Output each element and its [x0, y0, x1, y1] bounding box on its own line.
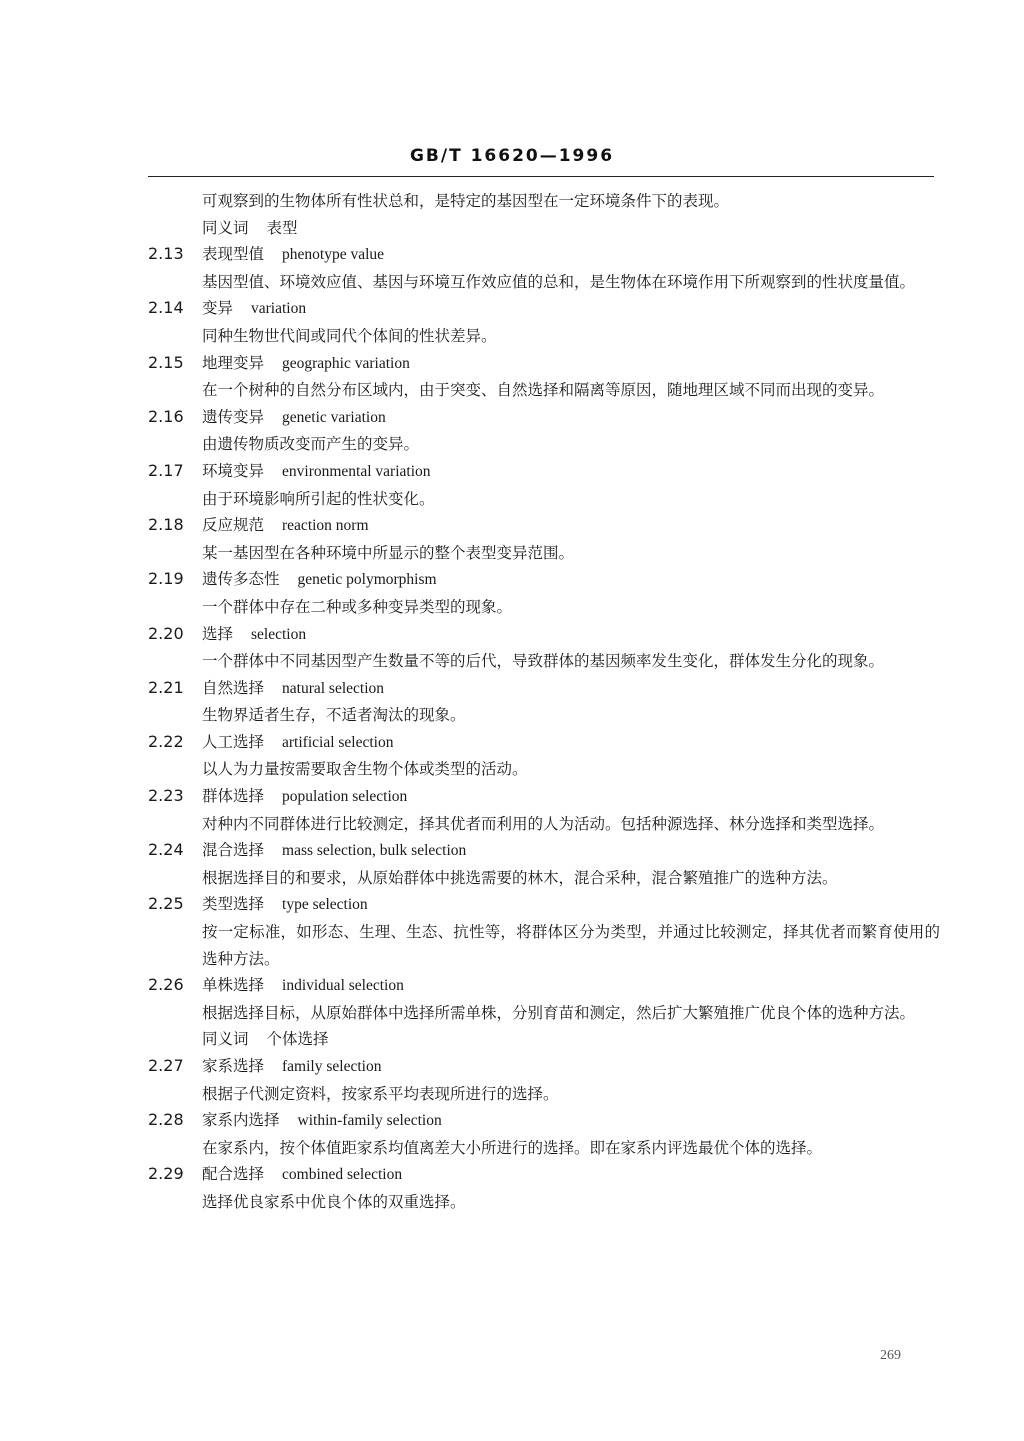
term-number: 2.29: [148, 1164, 184, 1184]
term-heading: [148, 972, 940, 1000]
term-number: 2.17: [148, 460, 184, 480]
term-number: 2.24: [148, 840, 184, 860]
term-english: variation: [251, 300, 307, 318]
term-chinese: 家系选择: [202, 1057, 265, 1075]
term-definition: 在家系内，按个体值距家系均值离差大小所进行的选择。即在家系内评选最优个体的选择。: [202, 1138, 823, 1157]
term-english: family selection: [282, 1058, 382, 1075]
term-heading: [148, 566, 940, 594]
term-chinese: 配合选择: [202, 1165, 265, 1184]
term-list: [148, 188, 940, 1216]
synonym-label: 同义词: [202, 218, 249, 237]
term-definition: 以人为力量按需要取舍生物个体或类型的活动。: [202, 760, 528, 779]
term-definition: 根据选择目标，从原始群体中选择所需单株，分别育苗和测定，然后扩大繁殖推广优良个体的选种方法。: [202, 1003, 916, 1022]
synonym-label: 同义词: [202, 1030, 249, 1049]
term-number: 2.16: [148, 406, 184, 426]
term-definition: 一个群体中存在二种或多种变异类型的现象。: [202, 597, 513, 616]
term-definition: 由遗传物质改变而产生的变异。: [202, 435, 420, 454]
term-english: mass selection, bulk selection: [282, 842, 467, 860]
term-english: geographic variation: [282, 354, 410, 372]
term-number: 2.13: [148, 244, 184, 264]
term-chinese: 选择: [202, 624, 234, 643]
term-synonym: [148, 1026, 940, 1053]
term-number: 2.21: [148, 677, 184, 697]
term-chinese: 群体选择: [202, 787, 265, 806]
term-heading: [148, 1053, 940, 1081]
term-english: individual selection: [282, 977, 404, 995]
term-heading: [148, 241, 940, 269]
term-heading: [148, 837, 940, 865]
term-number: 2.18: [148, 515, 184, 535]
term-english: phenotype value: [282, 246, 385, 264]
page-number: 269: [880, 1348, 901, 1363]
term-number: 2.19: [148, 569, 184, 589]
term-definition: 对种内不同群体进行比较测定，择其优者而利用的人为活动。包括种源选择、林分选择和类型选择。: [202, 814, 885, 833]
continued-synonym: [148, 215, 940, 242]
term-english: type selection: [282, 896, 368, 914]
term-english: reaction norm: [282, 517, 369, 535]
term-definition: 一个群体中不同基因型产生数量不等的后代，导致群体的基因频率发生变化，群体发生分化的现象。: [202, 652, 885, 671]
term-english: environmental variation: [282, 462, 431, 480]
term-heading: [148, 675, 940, 703]
term-heading: [148, 404, 940, 432]
term-chinese: 遗传变异: [202, 407, 265, 426]
term-heading: [148, 512, 940, 540]
term-chinese: 混合选择: [202, 841, 265, 860]
term-definition: 生物界适者生存，不适者淘汰的现象。: [202, 706, 466, 725]
term-chinese: 单株选择: [202, 976, 265, 995]
term-english: artificial selection: [282, 733, 394, 751]
term-english: natural selection: [282, 679, 385, 697]
term-english: genetic variation: [282, 408, 386, 426]
term-heading: [148, 783, 940, 811]
term-chinese: 家系内选择: [202, 1111, 280, 1130]
term-number: 2.14: [148, 298, 184, 318]
term-english: selection: [251, 625, 307, 643]
term-heading: [148, 891, 940, 919]
header-rule: [148, 176, 934, 177]
term-chinese: 人工选择: [202, 732, 265, 751]
term-definition: 在一个树种的自然分布区域内，由于突变、自然选择和隔离等原因，随地理区域不同而出现的变异。: [202, 381, 885, 400]
term-chinese: 地理变异: [202, 353, 265, 372]
term-number: 2.23: [148, 786, 184, 806]
term-english: within-family selection: [297, 1112, 442, 1130]
synonym-value: 个体选择: [266, 1030, 329, 1049]
term-chinese: 自然选择: [202, 678, 265, 697]
term-number: 2.28: [148, 1110, 184, 1130]
term-number: 2.20: [148, 623, 184, 643]
term-english: genetic polymorphism: [297, 571, 437, 589]
term-chinese: 表现型值: [202, 245, 265, 264]
term-number: 2.27: [148, 1056, 184, 1075]
term-chinese: 类型选择: [202, 895, 265, 914]
term-heading: [148, 1161, 940, 1189]
term-definition: 基因型值、环境效应值、基因与环境互作效应值的总和，是生物体在环境作用下所观察到的性状度量值。: [202, 272, 916, 291]
term-number: 2.25: [148, 894, 184, 914]
term-definition: 按一定标准，如形态、生理、生态、抗性等，将群体区分为类型，并通过比较测定，择其优者而繁育使用的选种方法。: [202, 923, 940, 968]
term-chinese: 环境变异: [202, 461, 265, 480]
term-definition: 某一基因型在各种环境中所显示的整个表型变异范围。: [202, 543, 575, 562]
term-english: population selection: [282, 788, 408, 806]
term-heading: [148, 350, 940, 378]
term-definition: 由于环境影响所引起的性状变化。: [202, 489, 435, 508]
term-heading: [148, 621, 940, 649]
synonym-value: 表型: [266, 218, 298, 237]
term-heading: [148, 295, 940, 323]
standard-code-header: GB/T 16620—1996: [409, 146, 615, 166]
continued-definition: 可观察到的生物体所有性状总和，是特定的基因型在一定环境条件下的表现。: [202, 192, 730, 210]
term-chinese: 遗传多态性: [202, 570, 280, 589]
term-english: combined selection: [282, 1166, 403, 1184]
term-chinese: 变异: [202, 299, 234, 318]
term-number: 2.26: [148, 975, 184, 995]
term-chinese: 反应规范: [202, 516, 265, 535]
term-definition: 选择优良家系中优良个体的双重选择。: [202, 1192, 466, 1211]
term-definition: 根据选择目的和要求，从原始群体中挑选需要的林木，混合采种，混合繁殖推广的选种方法。: [202, 868, 838, 887]
term-number: 2.15: [148, 352, 184, 372]
term-heading: [148, 1107, 940, 1135]
term-number: 2.22: [148, 731, 184, 751]
term-definition: 同种生物世代间或同代个体间的性状差异。: [202, 326, 497, 345]
term-definition: 根据子代测定资料，按家系平均表现所进行的选择。: [202, 1084, 559, 1103]
term-heading: [148, 458, 940, 486]
term-heading: [148, 729, 940, 757]
